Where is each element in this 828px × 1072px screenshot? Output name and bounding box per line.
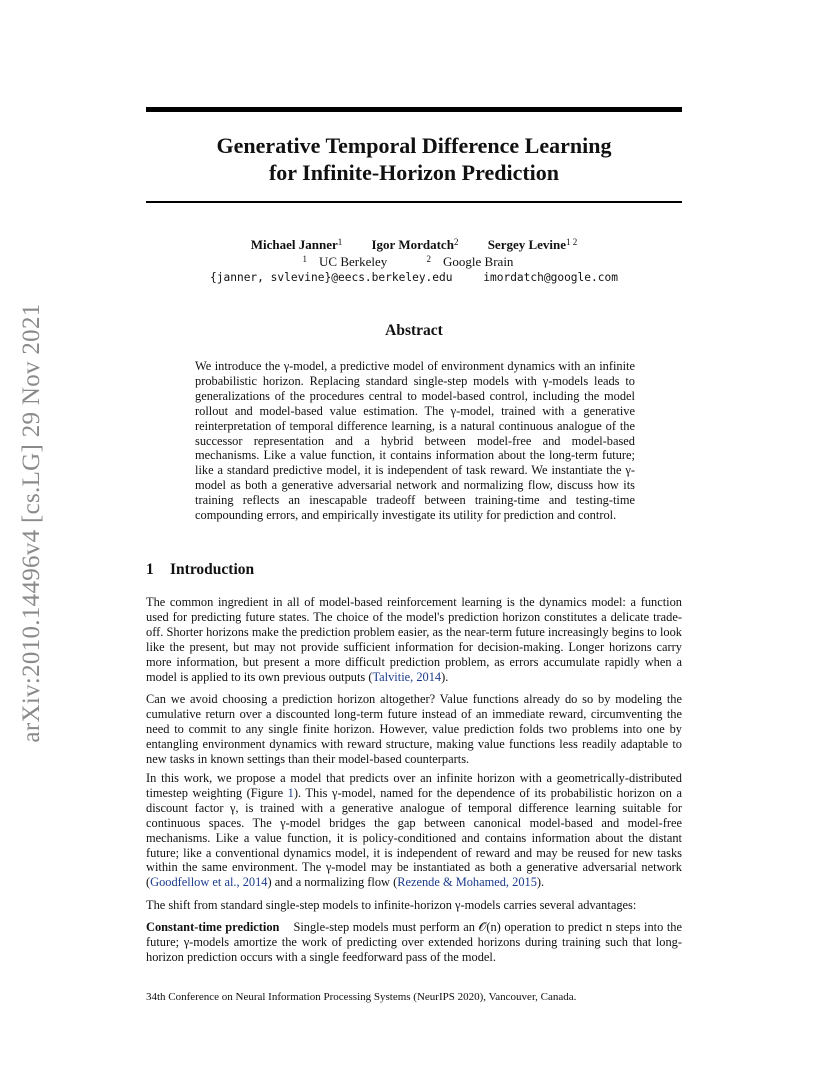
abstract-heading: Abstract — [385, 322, 443, 339]
abstract-body: We introduce the γ-model, a predictive model of environment dynamics with an infinite probabilistic horizon. Replacing standard single-step models with γ-models leads to generalizations of the procedures central to model-based control, including the model rollout and model-based value estimation. The γ-model, trained with a generative reinterpretation of temporal difference learning, is a natural continuous analogue of the successor representation and a hybrid between model-free and model-based mechanisms. Like a value function, it contains information about the long-term future; like a standard predictive model, it is independent of task reward. We instantiate the γ-model as both a generative adversarial network and normalizing flow, discuss how its training reflects an inescapable tradeoff between training-time and testing-time compounding errors, and empirically investigate its utility for prediction and control. — [195, 359, 635, 523]
title-line-1: Generative Temporal Difference Learning — [216, 133, 612, 158]
citation-link[interactable]: Goodfellow et al., 2014 — [150, 875, 268, 890]
arxiv-identifier-stamp — [10, 282, 54, 764]
conference-footnote: 34th Conference on Neural Information Processing Systems (NeurIPS 2020), Vancouver, Canada. — [146, 991, 577, 1003]
affiliations — [146, 254, 682, 270]
paragraph: The shift from standard single-step models to infinite-horizon γ-models carries several advantages: — [146, 898, 637, 912]
paper-title — [146, 132, 682, 186]
email: imordatch@google.com — [483, 271, 618, 284]
title-line-2: for Infinite-Horizon Prediction — [268, 160, 560, 185]
section-number: 1 — [146, 561, 154, 578]
title-bottom-rule — [146, 201, 682, 203]
title-top-rule — [146, 107, 682, 112]
author: Igor Mordatch$^2$ — [371, 237, 459, 252]
email: {janner, svlevine}@eecs.berkeley.edu — [210, 271, 453, 284]
author-list — [146, 237, 682, 253]
paragraph: In this work, we propose a model that predicts over an infinite horizon with a geometrically-distributed timestep weighting (Figure 1). This γ-model, named for the dependence of its probabilistic horizon on a discount factor γ, is trained with a generative analogue of temporal difference learning suitable for continuous spaces. The γ-model bridges the gap between canonical model-based and model-free mechanisms. Like a value function, it is policy-conditioned and contains information about the distant future; like a conventional dynamics model, it is independent of reward and may be reused for new tasks within the same environment. The γ-model may be instantiated as both a generative adversarial network (Goodfellow et al., 2014) and a normalizing flow (Rezende & Mohamed, 2015). — [146, 771, 682, 890]
section-title: Introduction — [170, 561, 255, 578]
paragraph: The common ingredient in all of model-based reinforcement learning is the dynamics model: a function used for predicting future states. The choice of the model's prediction horizon constitutes a delicate trade-off. Shorter horizons make the prediction problem easier, as the near-term future increasingly begins to look like the present, but may not provide sufficient information for decision-making. Longer horizons carry more information, but present a more difficult prediction problem, as errors accumulate rapidly when a model is applied to its own previous outputs (Talvitie, 2014). — [146, 595, 682, 684]
affiliation: $^1$ UC Berkeley — [302, 254, 388, 269]
paragraph: Can we avoid choosing a prediction horizon altogether? Value functions already do so by modeling the cumulative return over a discounted long-term future instead of an immediate reward, circumventing the need to commit to any single finite horizon. However, value prediction folds two problems into one by entangling environment dynamics with reward structure, making value functions less readily adaptable to new tasks in known settings than their model-based counterparts. — [146, 692, 682, 766]
figure-link[interactable]: 1 — [287, 785, 294, 800]
citation-link[interactable]: Rezende & Mohamed, 2015 — [397, 875, 537, 890]
affiliation: $^2$ Google Brain — [426, 254, 514, 269]
author: Sergey Levine$^{1 2}$ — [487, 237, 578, 252]
arxiv-stamp-text: arXiv:2010.14496v4 [cs.LG] 29 Nov 2021 — [18, 303, 45, 743]
author: Michael Janner$^1$ — [250, 237, 343, 252]
author-emails — [146, 270, 682, 286]
paragraph-heading: Constant-time prediction — [146, 920, 280, 934]
section-heading — [146, 561, 254, 579]
citation-link[interactable]: Talvitie, 2014 — [372, 669, 442, 684]
paragraph: Constant-time prediction Single-step models must perform an 𝒪(n) operation to predict n steps into the future; γ-models amortize the work of predicting over extended horizons during training such that long-horizon prediction occurs with a single feedforward pass of the model. — [146, 920, 682, 964]
